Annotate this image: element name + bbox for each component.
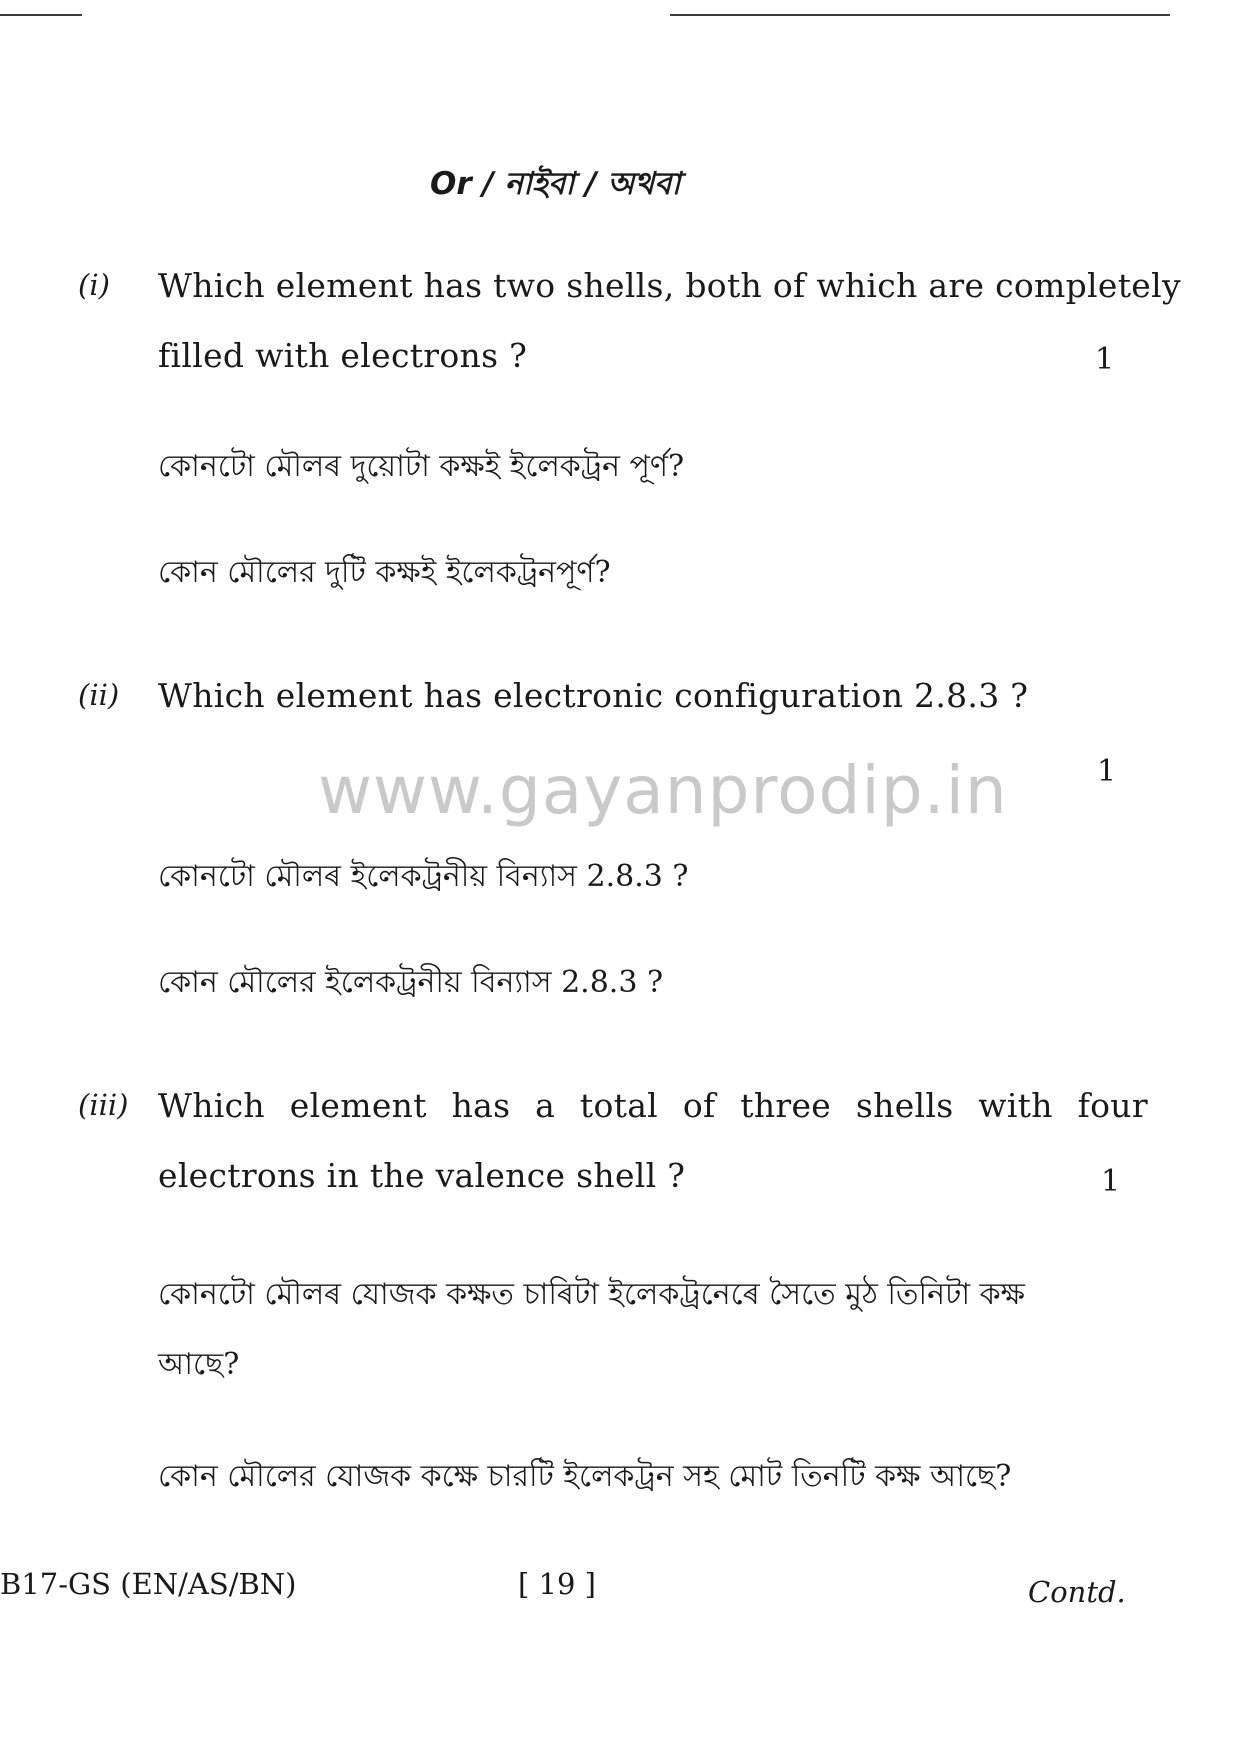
or-divider: Or / নাইবা / অথবা <box>430 166 681 202</box>
website-watermark: www.gayanprodip.in <box>318 752 1008 829</box>
question-ii-bengali: কোন মৌলের ইলেকট্রনীয় বিন্যাস 2.8.3 ? <box>158 965 664 1000</box>
question-number-ii: (ii) <box>78 678 120 712</box>
question-i-text-line1: Which element has two shells, both of which are completely <box>158 266 1181 305</box>
continued-label: Contd. <box>1028 1575 1126 1609</box>
question-iii-assamese-line1: কোনটো মৌলৰ যোজক কক্ষত চাৰিটা ইলেকট্ৰনেৰে সৈতে মুঠ তিনিটা কক্ষ <box>158 1277 1025 1312</box>
question-i-assamese: কোনটো মৌলৰ দুয়োটা কক্ষই ইলেকট্ৰন পূৰ্ণ? <box>158 449 685 484</box>
question-i-text-line2: filled with electrons ? <box>158 336 528 375</box>
question-iii-text-line1: Which element has a total of three shells with four <box>158 1086 1148 1125</box>
question-ii-marks: 1 <box>1097 754 1117 789</box>
question-ii-text: Which element has electronic configuration 2.8.3 ? <box>158 676 1029 715</box>
question-iii-text-line2: electrons in the valence shell ? <box>158 1156 686 1195</box>
question-ii-assamese: কোনটো মৌলৰ ইলেকট্ৰনীয় বিন্যাস 2.8.3 ? <box>158 859 689 894</box>
question-iii-marks: 1 <box>1101 1164 1121 1199</box>
paper-code: B17-GS (EN/AS/BN) <box>0 1567 297 1601</box>
question-number-iii: (iii) <box>78 1088 129 1122</box>
question-iii-assamese-line2: আছে? <box>158 1347 240 1382</box>
question-i-marks: 1 <box>1095 342 1115 377</box>
question-i-bengali: কোন মৌলের দুটি কক্ষই ইলেকট্রনপূর্ণ? <box>158 555 611 590</box>
page-number: [ 19 ] <box>518 1567 596 1601</box>
question-number-i: (i) <box>78 268 110 302</box>
top-rule-left <box>0 14 82 16</box>
top-rule-right <box>670 14 1170 16</box>
question-iii-bengali: কোন মৌলের যোজক কক্ষে চারটি ইলেকট্রন সহ মোট তিনটি কক্ষ আছে? <box>158 1459 1012 1494</box>
